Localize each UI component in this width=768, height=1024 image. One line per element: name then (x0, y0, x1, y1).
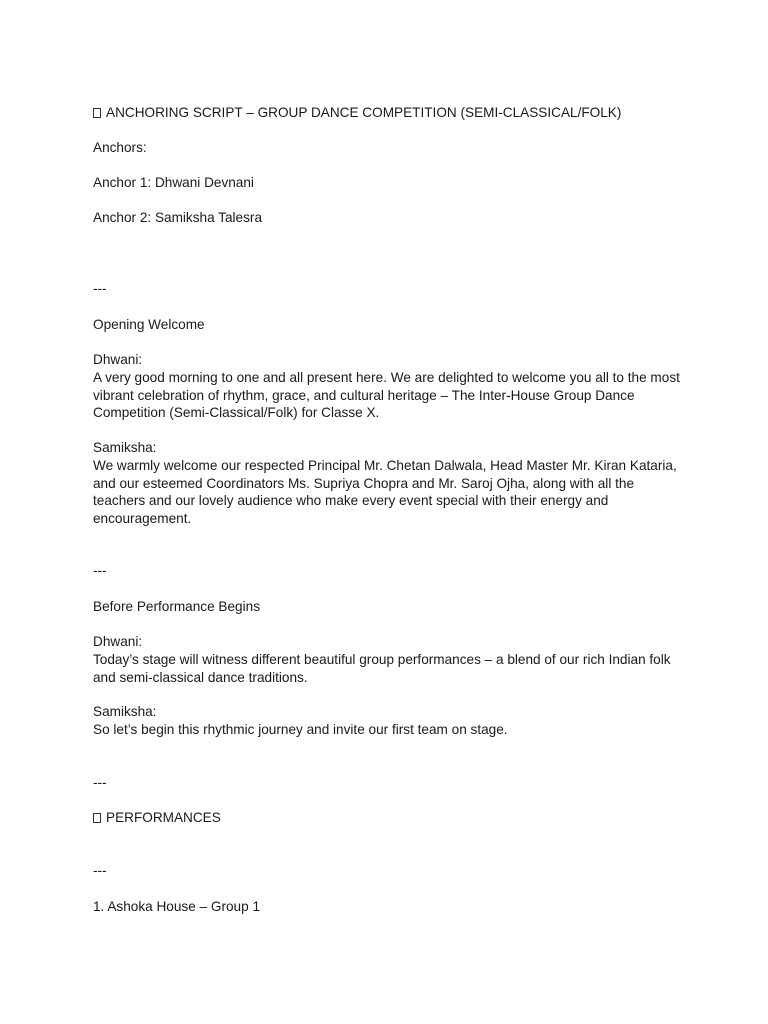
anchors-heading: Anchors: (93, 140, 147, 155)
opening-text-samiksha: We warmly welcome our respected Principal Mr. Chetan Dalwala, Head Master Mr. Kiran Kataria, and our esteemed Coordinators Ms. Supriya Chopra and Mr. Saroj Ojha, along with all the teachers and our lovely audience who make every event special with their energy and encouragement. (93, 458, 677, 526)
before-text-samiksha: So let’s begin this rhythmic journey and invite our first team on stage. (93, 722, 508, 737)
before-text-dhwani: Today’s stage will witness different beautiful group performances – a blend of our rich Indian folk and semi-classical dance traditions. (93, 652, 671, 685)
opening-text-dhwani: A very good morning to one and all present here. We are delighted to welcome you all to the most vibrant celebration of rhythm, grace, and cultural heritage – The Inter-House Group Dance Competition (Semi-Classical/Folk) for Classe X. (93, 370, 680, 421)
separator-4: --- (93, 863, 107, 878)
section-heading-opening: Opening Welcome (93, 317, 205, 332)
speaker-label-dhwani-opening: Dhwani: (93, 352, 143, 367)
performances-heading (93, 809, 221, 827)
speaker-label-dhwani-before: Dhwani: (93, 634, 143, 649)
speaker-label-samiksha-opening: Samiksha: (93, 440, 157, 455)
anchor-2: Anchor 2: Samiksha Talesra (93, 210, 262, 225)
missing-glyph-icon (93, 108, 101, 118)
anchor-1: Anchor 1: Dhwani Devnani (93, 175, 254, 190)
document-title-text: ANCHORING SCRIPT – GROUP DANCE COMPETITION (SEMI-CLASSICAL/FOLK) (106, 105, 622, 120)
missing-glyph-icon (93, 813, 101, 823)
performance-item-1: 1. Ashoka House – Group 1 (93, 899, 261, 914)
section-heading-before: Before Performance Begins (93, 599, 260, 614)
separator-1: --- (93, 281, 107, 296)
performances-heading-text: PERFORMANCES (106, 810, 221, 825)
document-title (93, 104, 621, 122)
separator-3: --- (93, 775, 107, 790)
separator-2: --- (93, 563, 107, 578)
speaker-label-samiksha-before: Samiksha: (93, 704, 157, 719)
